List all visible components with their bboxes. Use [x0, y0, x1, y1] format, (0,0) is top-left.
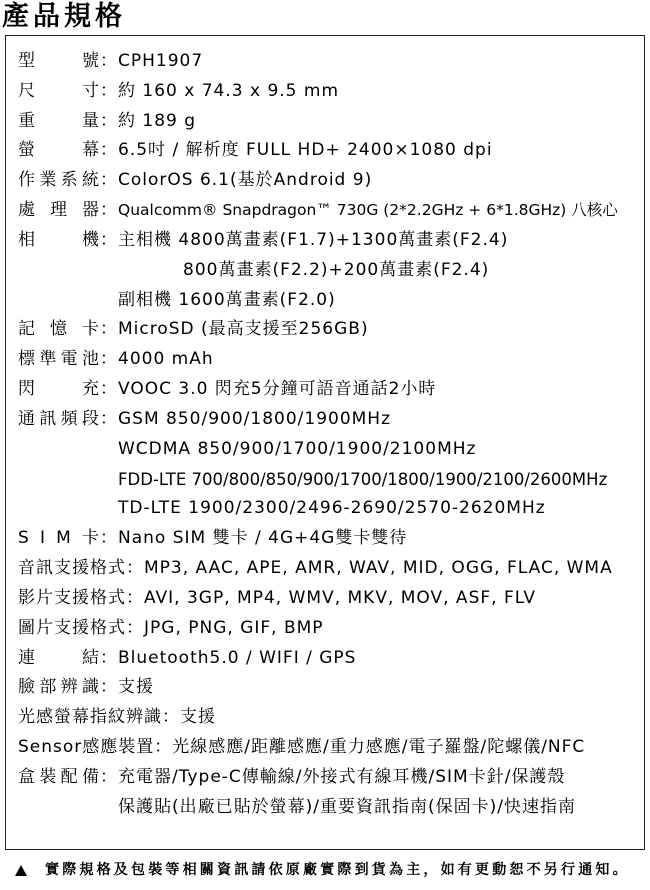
spec-row-battery [18, 345, 644, 375]
audio-label: 音訊支援格式 [18, 558, 126, 579]
spec-row-box-contents-cont [18, 793, 644, 823]
spec-row-camera-cont [18, 256, 644, 286]
spec-row-image [18, 614, 644, 644]
spec-row-os [18, 166, 644, 196]
page-title: 產品規格 [2, 1, 126, 32]
weight-value: 約 189 g [118, 110, 197, 131]
sim-label: S I M 卡 [18, 528, 100, 549]
model-label: 型 號 [18, 51, 100, 71]
spec-row-fast-charge [18, 375, 644, 405]
separator: ： [100, 200, 118, 221]
bands-value-td-lte: TD-LTE 1900/2300/2496-2690/2570-2620MHz [118, 498, 546, 519]
bands-value-wcdma: WCDMA 850/900/1700/1900/2100MHz [118, 438, 477, 459]
spec-row-weight [18, 107, 644, 137]
spec-row-box-contents [18, 763, 644, 793]
screen-label: 螢 幕 [18, 140, 100, 161]
spec-row-camera [18, 226, 644, 256]
separator: ： [100, 408, 118, 429]
separator: ： [100, 140, 118, 161]
separator: ： [100, 319, 118, 340]
footer-text: 實際規格及包裝等相關資訊請依原廠實際到貨為主，如有更動恕不另行通知。 [45, 862, 630, 878]
camera-value-secondary: 副相機 1600萬畫素(F2.0) [118, 289, 336, 310]
face-id-value: 支援 [118, 677, 154, 698]
memory-card-value: MicroSD (最高支援至256GB) [118, 319, 369, 340]
footer-notice [15, 860, 630, 880]
bands-value-fdd-lte: FDD-LTE 700/800/850/900/1700/1800/1900/2100/2600MHz [118, 469, 608, 489]
spec-row-size [18, 77, 644, 107]
bands-value-gsm: GSM 850/900/1800/1900MHz [118, 408, 392, 429]
face-id-label: 臉部辨識 [18, 677, 100, 698]
spec-row-sensors [18, 733, 644, 763]
spec-row-cpu [18, 196, 644, 226]
separator: ： [100, 229, 118, 250]
cpu-label: 處 理 器 [18, 200, 100, 221]
separator: ： [100, 170, 118, 191]
separator: ： [100, 528, 118, 549]
spec-row-bands-fdd [18, 465, 644, 495]
weight-label: 重 量 [18, 110, 100, 131]
spec-row-audio [18, 554, 644, 584]
separator: ： [100, 110, 118, 131]
fingerprint-label: 光感螢幕指紋辨識 [18, 707, 162, 728]
audio-value: MP3, AAC, APE, AMR, WAV, MID, OGG, FLAC, WMA [144, 558, 613, 579]
battery-label: 標準電池 [18, 349, 100, 370]
video-label: 影片支援格式 [18, 587, 126, 608]
fast-charge-value: VOOC 3.0 閃充5分鐘可語音通話2小時 [118, 379, 437, 400]
separator: ： [126, 587, 144, 608]
battery-value: 4000 mAh [118, 349, 214, 370]
sensors-label: Sensor感應裝置 [18, 737, 155, 758]
image-value: JPG, PNG, GIF, BMP [144, 617, 324, 638]
cpu-value: Qualcomm® Snapdragon™ 730G (2*2.2GHz + 6*1.8GHz) 八核心 [118, 201, 618, 220]
model-value: CPH1907 [118, 51, 204, 71]
spec-row-bands-td [18, 494, 644, 524]
spec-row-face-id [18, 673, 644, 703]
connectivity-value: Bluetooth5.0 / WIFI / GPS [118, 647, 357, 668]
image-label: 圖片支援格式 [18, 617, 126, 638]
spec-table [5, 35, 645, 850]
camera-value-main: 主相機 4800萬畫素(F1.7)+1300萬畫素(F2.4) [118, 229, 509, 250]
spec-row-model [18, 47, 644, 77]
spec-row-screen [18, 136, 644, 166]
camera-value-main-2: 800萬畫素(F2.2)+200萬畫素(F2.4) [183, 259, 490, 280]
screen-value: 6.5吋 / 解析度 FULL HD+ 2400×1080 dpi [118, 140, 493, 161]
os-label: 作業系統 [18, 170, 100, 191]
spec-row-camera-front [18, 286, 644, 316]
spec-row-bands [18, 405, 644, 435]
spec-row-fingerprint [18, 703, 644, 733]
video-value: AVI, 3GP, MP4, WMV, MKV, MOV, ASF, FLV [144, 587, 536, 608]
spec-row-memory-card [18, 315, 644, 345]
spec-row-video [18, 584, 644, 614]
box-contents-value: 充電器/Type-C傳輸線/外接式有線耳機/SIM卡針/保護殼 [118, 766, 566, 787]
separator: ： [126, 558, 144, 579]
separator: ： [100, 349, 118, 370]
fingerprint-value: 支援 [180, 707, 216, 728]
separator: ： [100, 647, 118, 668]
triangle-up-icon [15, 865, 27, 876]
separator: ： [100, 677, 118, 698]
sim-value: Nano SIM 雙卡 / 4G+4G雙卡雙待 [118, 528, 408, 549]
separator: ： [100, 379, 118, 400]
size-value: 約 160 x 74.3 x 9.5 mm [118, 80, 339, 101]
separator: ： [154, 737, 173, 758]
separator: ： [126, 617, 144, 638]
spec-row-bands-wcdma [18, 435, 644, 465]
camera-label: 相 機 [18, 229, 100, 250]
connectivity-label: 連 結 [18, 647, 100, 668]
separator: ： [162, 707, 180, 728]
separator: ： [100, 766, 118, 787]
sensors-value: 光線感應/距離感應/重力感應/電子羅盤/陀螺儀/NFC [172, 737, 586, 758]
separator: ： [100, 80, 118, 101]
fast-charge-label: 閃 充 [18, 379, 100, 400]
memory-card-label: 記 憶 卡 [18, 319, 100, 340]
os-value: ColorOS 6.1(基於Android 9) [118, 170, 373, 191]
box-contents-label: 盒裝配備 [18, 766, 100, 787]
size-label: 尺 寸 [18, 80, 100, 101]
bands-label: 通訊頻段 [18, 408, 100, 429]
spec-row-sim [18, 524, 644, 554]
spec-row-connectivity [18, 644, 644, 674]
box-contents-value-2: 保護貼(出廠已貼於螢幕)/重要資訊指南(保固卡)/快速指南 [118, 796, 576, 817]
separator: ： [100, 51, 118, 71]
